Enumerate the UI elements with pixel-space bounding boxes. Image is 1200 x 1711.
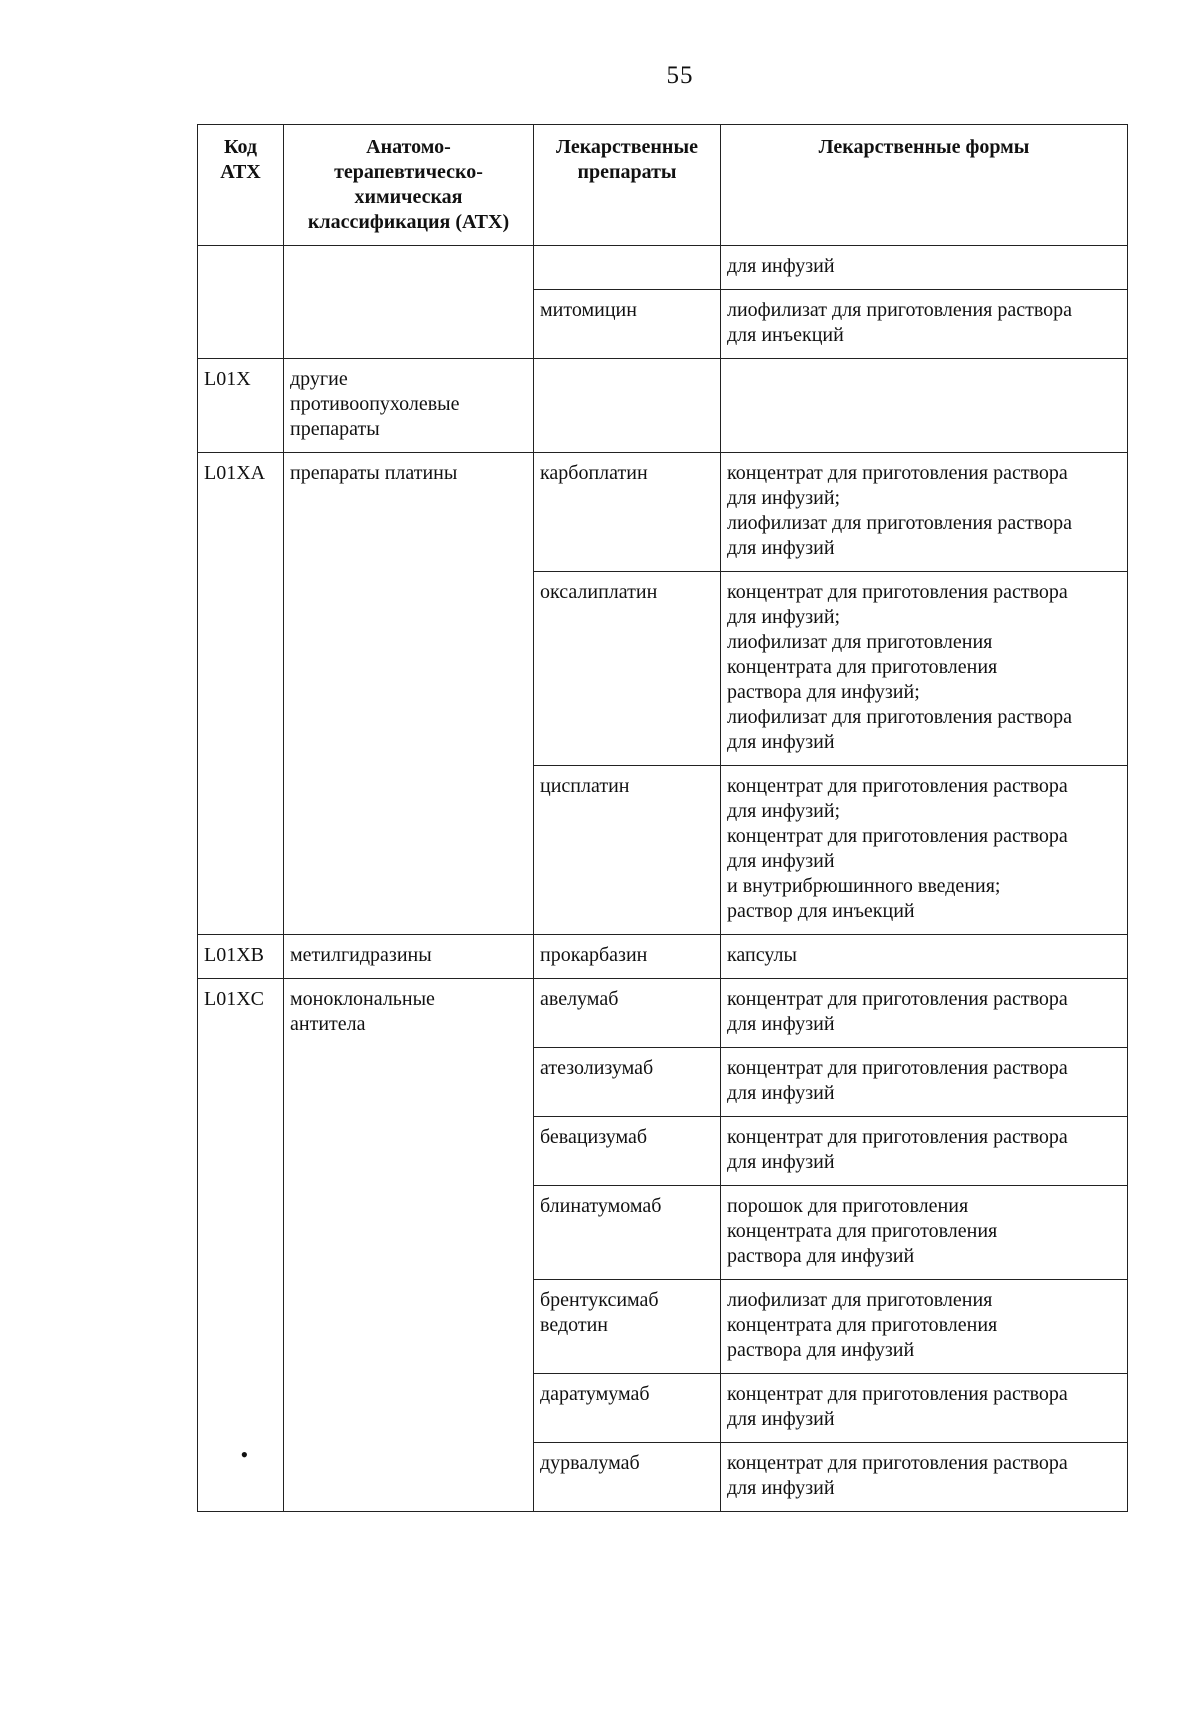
form-cell: концентрат для приготовления раствора для инфузий: [721, 1374, 1128, 1443]
stray-dot-mark: •: [240, 1442, 249, 1467]
classification-cell: моноклональные антитела: [284, 979, 534, 1512]
form-cell: концентрат для приготовления раствора для инфузий: [721, 1117, 1128, 1186]
drug-cell: дурвалумаб: [534, 1443, 721, 1512]
drug-cell: даратумумаб: [534, 1374, 721, 1443]
header-atc-classification: Анатомо- терапевтическо- химическая классификация (АТХ): [284, 125, 534, 246]
form-cell: капсулы: [721, 935, 1128, 979]
drug-cell: [534, 246, 721, 290]
form-cell: лиофилизат для приготовления раствора для инъекций: [721, 290, 1128, 359]
drug-cell: карбоплатин: [534, 453, 721, 572]
form-cell: концентрат для приготовления раствора для инфузий; лиофилизат для приготовления раствора для инфузий: [721, 453, 1128, 572]
table-row: [198, 935, 1128, 979]
form-cell: [721, 359, 1128, 453]
code-cell: [198, 979, 284, 1512]
code-cell: L01XA: [198, 453, 284, 935]
drug-cell: блинатумомаб: [534, 1186, 721, 1280]
table-row: [198, 453, 1128, 572]
drug-cell: брентуксимаб ведотин: [534, 1280, 721, 1374]
table-row: [198, 359, 1128, 453]
drug-cell: оксалиплатин: [534, 572, 721, 766]
drug-cell: атезолизумаб: [534, 1048, 721, 1117]
form-cell: для инфузий: [721, 246, 1128, 290]
form-cell: концентрат для приготовления раствора для инфузий: [721, 1443, 1128, 1512]
form-cell: концентрат для приготовления раствора для инфузий: [721, 1048, 1128, 1117]
code-cell: [198, 246, 284, 359]
table-header-row: [198, 125, 1128, 246]
form-cell: лиофилизат для приготовления концентрата для приготовления раствора для инфузий: [721, 1280, 1128, 1374]
form-cell: концентрат для приготовления раствора для инфузий; лиофилизат для приготовления концентрата для приготовления раствора для инфузий; лиофилизат для приготовления раствора для инфузий: [721, 572, 1128, 766]
form-cell: порошок для приготовления концентрата для приготовления раствора для инфузий: [721, 1186, 1128, 1280]
drug-cell: митомицин: [534, 290, 721, 359]
drug-cell: цисплатин: [534, 766, 721, 935]
header-dosage-forms: Лекарственные формы: [721, 125, 1128, 246]
drug-cell: авелумаб: [534, 979, 721, 1048]
drug-cell: бевацизумаб: [534, 1117, 721, 1186]
drug-cell: [534, 359, 721, 453]
page-number: 55: [666, 62, 694, 89]
classification-cell: препараты платины: [284, 453, 534, 935]
classification-cell: другие противоопухолевые препараты: [284, 359, 534, 453]
drug-cell: прокарбазин: [534, 935, 721, 979]
classification-cell: метилгидразины: [284, 935, 534, 979]
classification-cell: [284, 246, 534, 359]
code-cell: L01X: [198, 359, 284, 453]
atc-drug-table: [197, 124, 1128, 1512]
header-drugs: Лекарственные препараты: [534, 125, 721, 246]
table-row: [198, 246, 1128, 290]
form-cell: концентрат для приготовления раствора для инфузий: [721, 979, 1128, 1048]
form-cell: концентрат для приготовления раствора для инфузий; концентрат для приготовления раствора для инфузий и внутрибрюшинного введения; раствор для инъекций: [721, 766, 1128, 935]
code-text: L01XC: [204, 988, 264, 1010]
table-row: [198, 979, 1128, 1048]
header-atc-code: Код АТХ: [198, 125, 284, 246]
code-cell: L01XB: [198, 935, 284, 979]
